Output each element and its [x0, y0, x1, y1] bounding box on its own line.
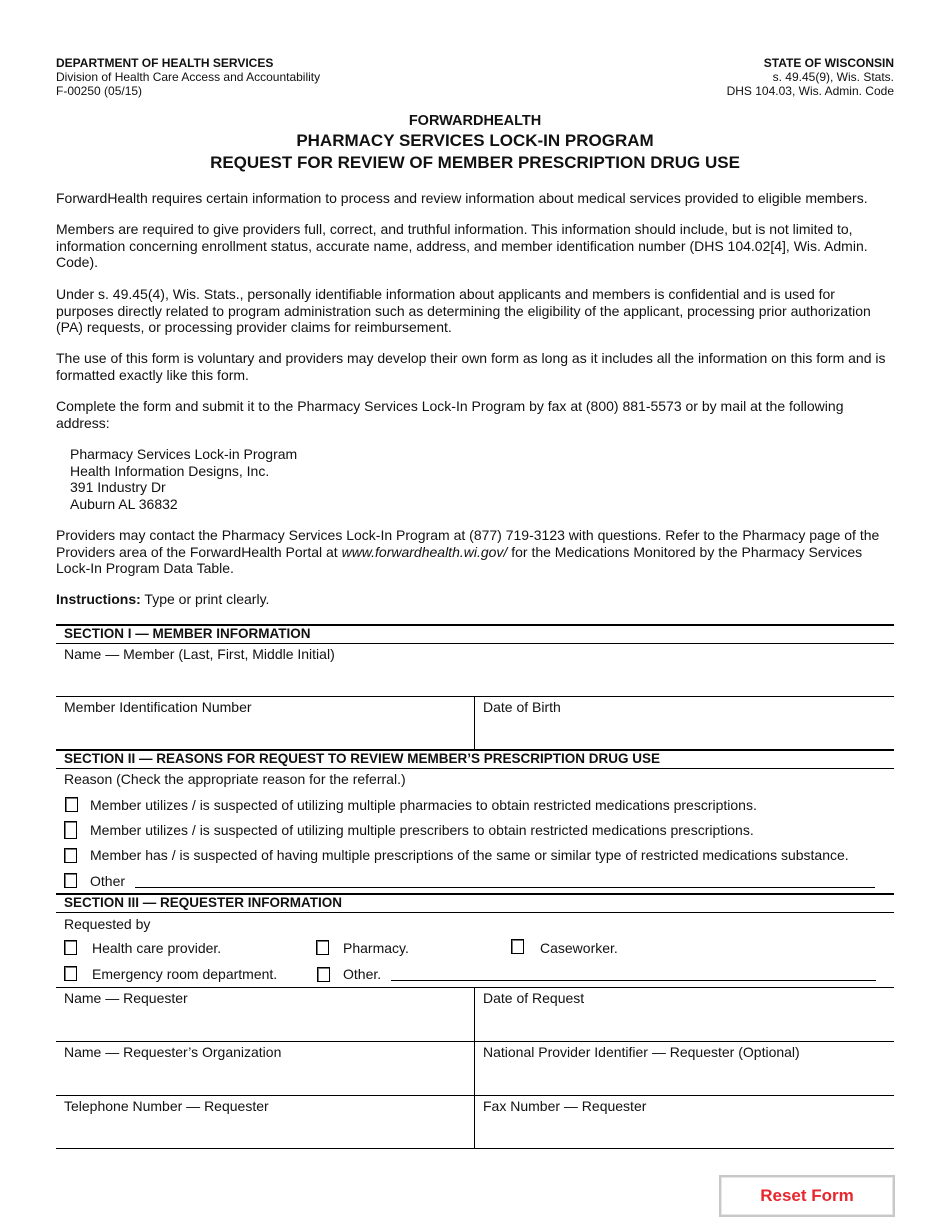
form-id: F-00250 (05/15)	[56, 84, 143, 98]
mailing-address	[70, 446, 297, 512]
field-divider	[474, 696, 475, 750]
portal-link[interactable]: www.forwardhealth.wi.gov/	[341, 543, 508, 560]
paragraph-3: Under s. 49.45(4), Wis. Stats., personally identifiable information about applicants and members is confidential and is used for purposes directly related to program administration such as determining the eligibility of the applicant, processing prior authorization (PA) requests, or processing provider claims for reimbursement.	[56, 286, 871, 335]
division-name: Division of Health Care Access and Accountability	[56, 70, 321, 84]
requester-checkbox-health-care-provider[interactable]	[64, 940, 77, 955]
requester-text-health-care-provider: Health care provider.	[92, 940, 222, 956]
section-1-title: SECTION I — MEMBER INFORMATION	[64, 626, 311, 641]
instructions-text: Type or print clearly.	[140, 591, 270, 607]
requester-name-field[interactable]	[56, 1007, 474, 1039]
member-id-field[interactable]	[56, 716, 474, 748]
title-request: REQUEST FOR REVIEW OF MEMBER PRESCRIPTION DRUG USE	[210, 153, 740, 172]
requester-name-label: Name — Requester	[64, 990, 188, 1006]
address-line: 391 Industry Dr	[70, 479, 166, 495]
npi-field[interactable]	[476, 1061, 894, 1093]
other-requester-input[interactable]	[391, 980, 876, 981]
field-divider	[474, 987, 475, 1149]
reason-checkbox-other[interactable]	[64, 873, 77, 888]
header-left	[56, 56, 320, 98]
reason-checkbox-pharmacies[interactable]	[65, 797, 78, 812]
requester-checkbox-pharmacy[interactable]	[316, 940, 329, 955]
other-reason-input[interactable]	[135, 887, 875, 888]
reason-checkbox-multiple-prescriptions[interactable]	[64, 848, 77, 863]
address-line: Auburn AL 36832	[70, 495, 178, 512]
requester-org-field[interactable]	[56, 1061, 474, 1093]
npi-label: National Provider Identifier — Requester (Optional)	[483, 1044, 800, 1060]
title-forwardhealth: FORWARDHEALTH	[408, 113, 542, 129]
reason-text-multiple-prescriptions: Member has / is suspected of having multiple prescriptions of the same or similar type of restricted medications substance.	[90, 847, 849, 863]
paragraph-6-text-b: for the Medications Monitored by the Pharmacy Services Lock-In Program Data Table.	[56, 543, 863, 576]
department-name: DEPARTMENT OF HEALTH SERVICES	[56, 56, 274, 70]
telephone-label: Telephone Number — Requester	[64, 1098, 269, 1114]
requester-text-emergency-room: Emergency room department.	[92, 966, 278, 982]
section-1-title-rule	[56, 643, 894, 644]
requester-text-caseworker: Caseworker.	[540, 940, 618, 956]
requester-org-label: Name — Requester’s Organization	[64, 1044, 282, 1060]
reason-label: Reason (Check the appropriate reason for the referral.)	[64, 771, 406, 787]
requester-checkbox-caseworker[interactable]	[511, 939, 524, 954]
paragraph-6-text-a: Providers may contact the Pharmacy Services Lock-In Program at (877) 719-3123 with questions. Refer to the Pharmacy page of the Providers area of the ForwardHealth Portal at	[56, 527, 880, 560]
form-bottom-rule	[56, 1148, 894, 1149]
requested-by-label: Requested by	[64, 916, 151, 932]
requester-text-other: Other.	[343, 966, 382, 982]
title-program: PHARMACY SERVICES LOCK-IN PROGRAM	[296, 131, 654, 150]
paragraph-1: ForwardHealth requires certain information to process and review information about medical services provided to eligible members.	[56, 190, 868, 206]
reason-text-prescribers: Member utilizes / is suspected of utilizing multiple prescribers to obtain restricted medications prescriptions.	[90, 822, 754, 838]
reset-form-button[interactable]: Reset Form	[719, 1175, 895, 1217]
paragraph-4: The use of this form is voluntary and providers may develop their own form as long as it includes all the information on this form and is formatted exactly like this form.	[56, 350, 886, 383]
reason-checkbox-prescribers[interactable]	[64, 821, 77, 839]
requester-checkbox-emergency-room[interactable]	[64, 966, 77, 981]
address-line: Health Information Designs, Inc.	[70, 462, 270, 479]
section-2-title: SECTION II — REASONS FOR REQUEST TO REVIEW MEMBER’S PRESCRIPTION DRUG USE	[64, 751, 661, 766]
instructions-label: Instructions:	[56, 591, 141, 607]
dob-field[interactable]	[476, 716, 894, 748]
fax-label: Fax Number — Requester	[483, 1098, 647, 1114]
reason-text-pharmacies: Member utilizes / is suspected of utilizing multiple pharmacies to obtain restricted medications prescriptions.	[90, 797, 757, 813]
date-of-request-label: Date of Request	[483, 990, 585, 1006]
section-3-title: SECTION III — REQUESTER INFORMATION	[64, 895, 343, 910]
address-line: Pharmacy Services Lock-in Program	[70, 446, 298, 462]
member-name-label: Name — Member (Last, First, Middle Initial)	[64, 646, 335, 662]
date-of-request-field[interactable]	[476, 1007, 894, 1039]
field-rule	[56, 987, 894, 988]
field-rule	[56, 1095, 894, 1096]
member-id-label: Member Identification Number	[64, 699, 252, 715]
fax-field[interactable]	[476, 1115, 894, 1147]
member-name-field[interactable]	[56, 663, 894, 695]
statute-2: DHS 104.03, Wis. Admin. Code	[726, 84, 894, 98]
field-rule	[56, 1041, 894, 1042]
requester-checkbox-other[interactable]	[317, 967, 330, 982]
reason-text-other: Other	[90, 873, 126, 889]
statute-1: s. 49.45(9), Wis. Stats.	[772, 70, 894, 84]
paragraph-5: Complete the form and submit it to the Pharmacy Services Lock-In Program by fax at (800) 881-5573 or by mail at the following address:	[56, 398, 844, 431]
field-rule	[56, 696, 894, 697]
telephone-field[interactable]	[56, 1115, 474, 1147]
header-right	[727, 56, 894, 98]
instructions	[56, 591, 896, 608]
state-name: STATE OF WISCONSIN	[763, 56, 894, 70]
paragraph-6	[56, 527, 896, 577]
dob-label: Date of Birth	[483, 699, 561, 715]
section-3-title-rule	[56, 912, 894, 913]
section-2-title-rule	[56, 768, 894, 769]
requester-text-pharmacy: Pharmacy.	[343, 940, 409, 956]
paragraph-2: Members are required to give providers full, correct, and truthful information. This information should include, but is not limited to, information concerning enrollment status, accurate name, address, and member identification number (DHS 104.02[4], Wis. Admin. Code).	[56, 221, 868, 270]
